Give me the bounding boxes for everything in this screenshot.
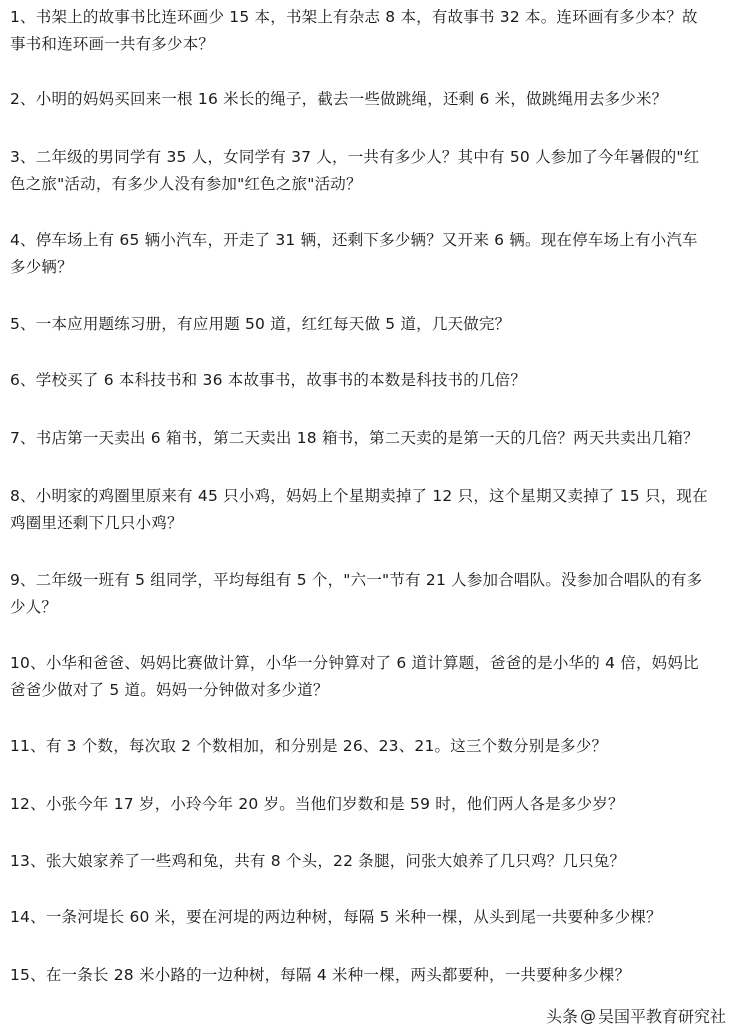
problem-9: 9、二年级一班有 5 组同学，平均每组有 5 个，"六一"节有 21 人参加合唱队。没参加合唱队的有多少人？ bbox=[10, 571, 703, 616]
watermark-at: @ bbox=[579, 1005, 596, 1025]
watermark-source: 头条 bbox=[545, 1006, 578, 1026]
problem-6: 6、学校买了 6 本科技书和 36 本故事书，故事书的本数是科技书的几倍？ bbox=[10, 371, 527, 389]
problem-3: 3、二年级的男同学有 35 人，女同学有 37 人，一共有多少人？其中有 50 人参加了今年暑假的"红色之旅"活动，有多少人没有参加"红色之旅"活动？ bbox=[10, 148, 700, 193]
problem-12: 12、小张今年 17 岁，小玲今年 20 岁。当他们岁数和是 59 时，他们两人各是多少岁？ bbox=[10, 795, 624, 813]
problem-2: 2、小明的妈妈买回来一根 16 米长的绳子，截去一些做跳绳，还剩 6 米，做跳绳用去多少米？ bbox=[10, 90, 668, 108]
problem-5: 5、一本应用题练习册，有应用题 50 道，红红每天做 5 道，几天做完？ bbox=[10, 315, 511, 333]
problem-11: 11、有 3 个数，每次取 2 个数相加，和分别是 26、23、21。这三个数分别是多少？ bbox=[10, 737, 608, 755]
problem-15: 15、在一条长 28 米小路的一边种树，每隔 4 米种一棵，两头都要种，一共要种多少棵？ bbox=[10, 966, 631, 984]
problem-4: 4、停车场上有 65 辆小汽车，开走了 31 辆，还剩下多少辆？又开来 6 辆。现在停车场上有小汽车多少辆？ bbox=[10, 231, 698, 276]
watermark bbox=[546, 1000, 726, 1030]
problem-7: 7、书店第一天卖出 6 箱书，第二天卖出 18 箱书，第二天卖的是第一天的几倍？两天共卖出几箱？ bbox=[10, 429, 699, 447]
problem-10: 10、小华和爸爸、妈妈比赛做计算，小华一分钟算对了 6 道计算题，爸爸的是小华的 4 倍，妈妈比爸爸少做对了 5 道。妈妈一分钟做对多少道？ bbox=[10, 654, 699, 699]
problem-14: 14、一条河堤长 60 米，要在河堤的两边种树，每隔 5 米种一棵，从头到尾一共要种多少棵？ bbox=[10, 908, 662, 926]
watermark-author: 吴国平教育研究社 bbox=[597, 1006, 726, 1026]
problem-1: 1、书架上的故事书比连环画少 15 本，书架上有杂志 8 本，有故事书 32 本。连环画有多少本？故事书和连环画一共有多少本？ bbox=[10, 8, 698, 53]
problem-8: 8、小明家的鸡圈里原来有 45 只小鸡，妈妈上个星期卖掉了 12 只，这个星期又卖掉了 15 只，现在鸡圈里还剩下几只小鸡？ bbox=[10, 487, 708, 532]
problem-13: 13、张大娘家养了一些鸡和兔，共有 8 个头，22 条腿，问张大娘养了几只鸡？几只兔？ bbox=[10, 852, 626, 870]
